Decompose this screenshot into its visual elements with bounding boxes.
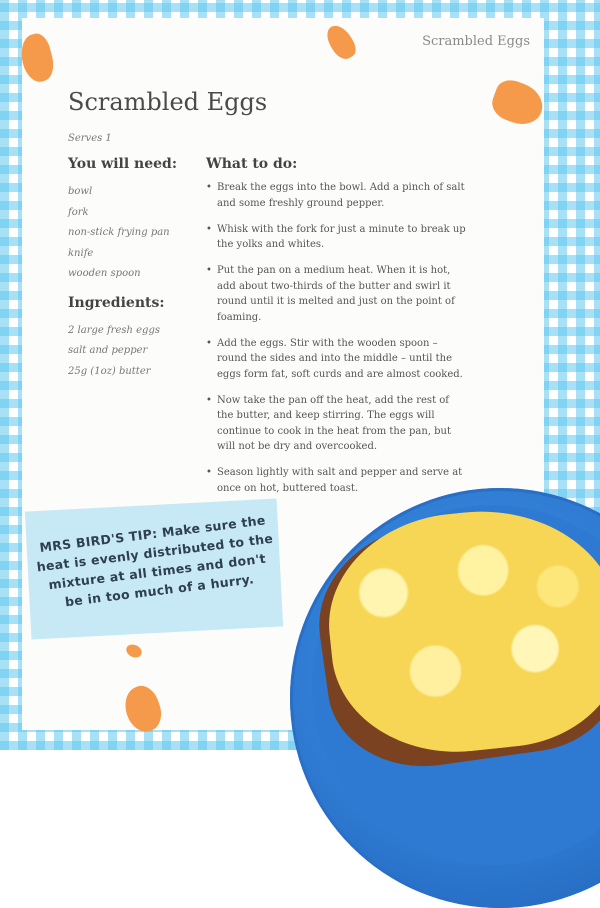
method-step: • Season lightly with salt and pepper and serve at once on hot, buttered toast. — [206, 465, 468, 496]
equipment-item: bowl — [68, 186, 93, 197]
equipment-item: fork — [68, 206, 89, 218]
method-step: • Put the pan on a medium heat. When it is hot, add about two-thirds of the butter and swirl it round until it is melted and just on the point of foaming. — [206, 263, 468, 325]
method-step: • Add the eggs. Stir with the wooden spoon – round the sides and into the middle – until the eggs form fat, soft curds and are almost cooked. — [206, 336, 468, 383]
page-title: Scrambled Eggs — [68, 88, 268, 116]
ingredient-item: 25g (1oz) butter — [68, 365, 151, 377]
method-step: • Whisk with the fork for just a minute to break up the yolks and whites. — [206, 222, 468, 253]
ingredients-heading: Ingredients: — [68, 294, 165, 311]
you-will-need-heading: You will need: — [68, 156, 177, 172]
equipment-item: knife — [68, 247, 94, 259]
serves-note: Serves 1 — [68, 133, 112, 144]
equipment-column — [68, 156, 198, 382]
equipment-item: non-stick frying pan — [68, 227, 170, 238]
ingredient-item: 2 large fresh eggs — [68, 324, 160, 336]
equipment-item: wooden spoon — [68, 268, 141, 279]
what-to-do-heading: What to do: — [206, 156, 298, 172]
method-step: • Break the eggs into the bowl. Add a pinch of salt and some freshly ground pepper. — [206, 180, 468, 211]
ingredient-item: salt and pepper — [68, 345, 148, 356]
method-column — [206, 156, 468, 507]
method-step: • Now take the pan off the heat, add the rest of the butter, and keep stirring. The eggs will continue to cook in the heat from the pan, but will not be dry and overcooked. — [206, 393, 468, 455]
running-head: Scrambled Eggs — [422, 34, 530, 49]
tip-text: MRS BIRD'S TIP: Make sure the heat is evenly distributed to the mixture at all times and don't be in too much of a hurry. — [35, 512, 274, 610]
